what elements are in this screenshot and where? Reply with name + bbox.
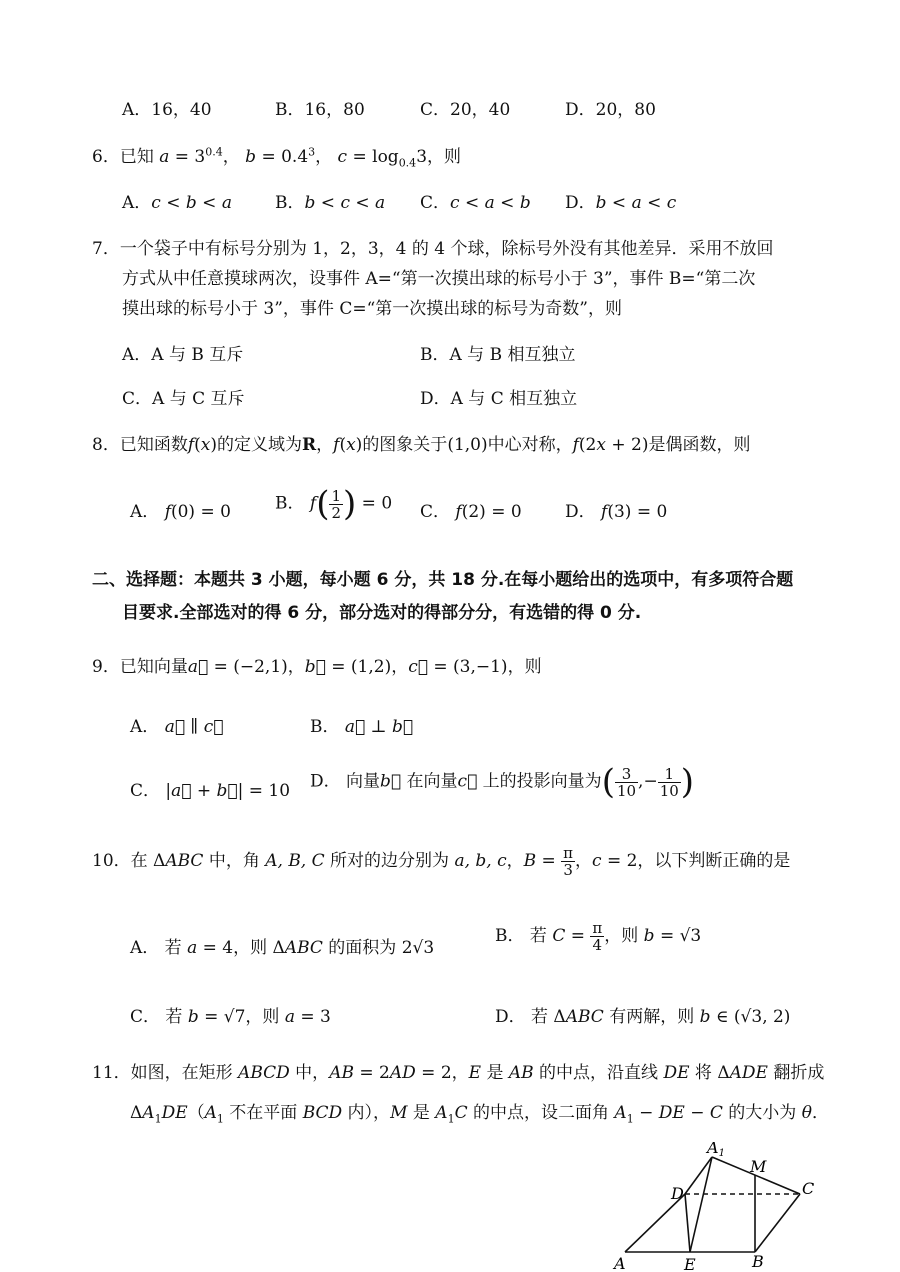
q6-option-b: B．b < c < a xyxy=(275,193,386,213)
edge-de xyxy=(685,1194,690,1252)
q6-option-c: C．c < a < b xyxy=(420,193,531,213)
q10-stem: 10．在 ΔABC 中，角 A, B, C 所对的边分别为 a, b, c，B = $\frac{\pi}{3}$ ，c = 2，以下判断正确的是 xyxy=(92,844,791,879)
q11-line1: 11．如图，在矩形 ABCD 中，AB = 2AD = 2，E 是 AB 的中点，沿直线 DE 将 ΔADE 翻折成 xyxy=(92,1063,825,1083)
geometry-figure xyxy=(612,1142,842,1272)
q7-option-a: A．A 与 B 互斥 xyxy=(122,345,244,365)
label-c: C xyxy=(802,1179,815,1198)
q10-option-d: D． 若 ΔABC 有两解，则 b ∈ (√3, 2) xyxy=(495,1007,791,1027)
q5-option-d: D．20，80 xyxy=(565,100,656,120)
q9-option-c: C． |a⃗ + b⃗| = 10 xyxy=(130,781,291,801)
q6-stem: 6．已知 $a = 3^{0.4}$， $b = 0.4^3$， $c = \log_{0.4}3$，则 xyxy=(92,145,462,170)
q9-option-d: D． 向量b⃗ 在向量c⃗ 上的投影向量为( $\frac{3}{10}$ ,− $\frac{1}{10}$ ) xyxy=(310,762,695,802)
q8-option-c: C． f(2) = 0 xyxy=(420,502,522,522)
q7-option-d: D．A 与 C 相互独立 xyxy=(420,389,578,409)
edge-bc xyxy=(755,1194,800,1252)
label-d: D xyxy=(671,1184,684,1203)
q8-option-d: D． f(3) = 0 xyxy=(565,502,668,522)
q8-option-b: B． f( $\frac{1}{2}$ ) = 0 xyxy=(275,484,393,524)
q10-option-b: B． 若 C = $\frac{\pi}{4}$ ，则 b = √3 xyxy=(495,919,702,954)
q5-option-a: A．16，40 xyxy=(122,100,212,120)
q5-option-c: C．20，40 xyxy=(420,100,511,120)
q8-option-a: A． f(0) = 0 xyxy=(130,502,231,522)
label-e: E xyxy=(684,1255,696,1272)
label-m: M xyxy=(750,1157,767,1176)
q9-option-b: B． a⃗ ⊥ b⃗ xyxy=(310,717,414,737)
q7-option-c: C．A 与 C 互斥 xyxy=(122,389,245,409)
q7-option-b: B．A 与 B 相互独立 xyxy=(420,345,576,365)
q8-stem: 8．已知函数f(x)的定义域为R，f(x)的图象关于(1,0)中心对称，f(2x + 2)是偶函数，则 xyxy=(92,435,751,455)
section2-line1: 二、选择题：本题共 3 小题，每小题 6 分，共 18 分.在每小题给出的选项中，有多项符合题 xyxy=(92,570,794,590)
label-a: A xyxy=(614,1254,626,1272)
q10-option-c: C． 若 b = √7，则 a = 3 xyxy=(130,1007,331,1027)
q6-option-a: A．c < b < a xyxy=(122,193,232,213)
q10-option-a: A． 若 a = 4，则 ΔABC 的面积为 2√3 xyxy=(130,938,435,958)
q9-stem: 9．已知向量a⃗ = (−2,1)，b⃗ = (1,2)，c⃗ = (3,−1)，则 xyxy=(92,657,542,677)
label-b: B xyxy=(752,1252,764,1271)
q11-line2: $\Delta A_1DE(A_1$ 不在平面 BCD 内），M 是 $A_1C$ 的中点，设二面角 $A_1$ − DE − C 的大小为 θ． xyxy=(130,1103,829,1126)
section2-line2: 目要求.全部选对的得 6 分，部分选对的得部分分，有选错的得 0 分. xyxy=(122,603,642,623)
q7-line3: 摸出球的标号小于 3”，事件 C=“第一次摸出球的标号为奇数”，则 xyxy=(122,299,622,319)
q6-option-d: D．b < a < c xyxy=(565,193,677,213)
q7-line2: 方式从中任意摸球两次，设事件 A=“第一次摸出球的标号小于 3”，事件 B=“第二次 xyxy=(122,269,756,289)
q7-line1: 7．一个袋子中有标号分别为 1，2，3，4 的 4 个球，除标号外没有其他差异．采用不放回 xyxy=(92,239,774,259)
label-a1: A1 xyxy=(707,1142,725,1159)
q5-option-b: B．16，80 xyxy=(275,100,365,120)
q9-option-a: A． a⃗ ∥ c⃗ xyxy=(130,717,224,737)
